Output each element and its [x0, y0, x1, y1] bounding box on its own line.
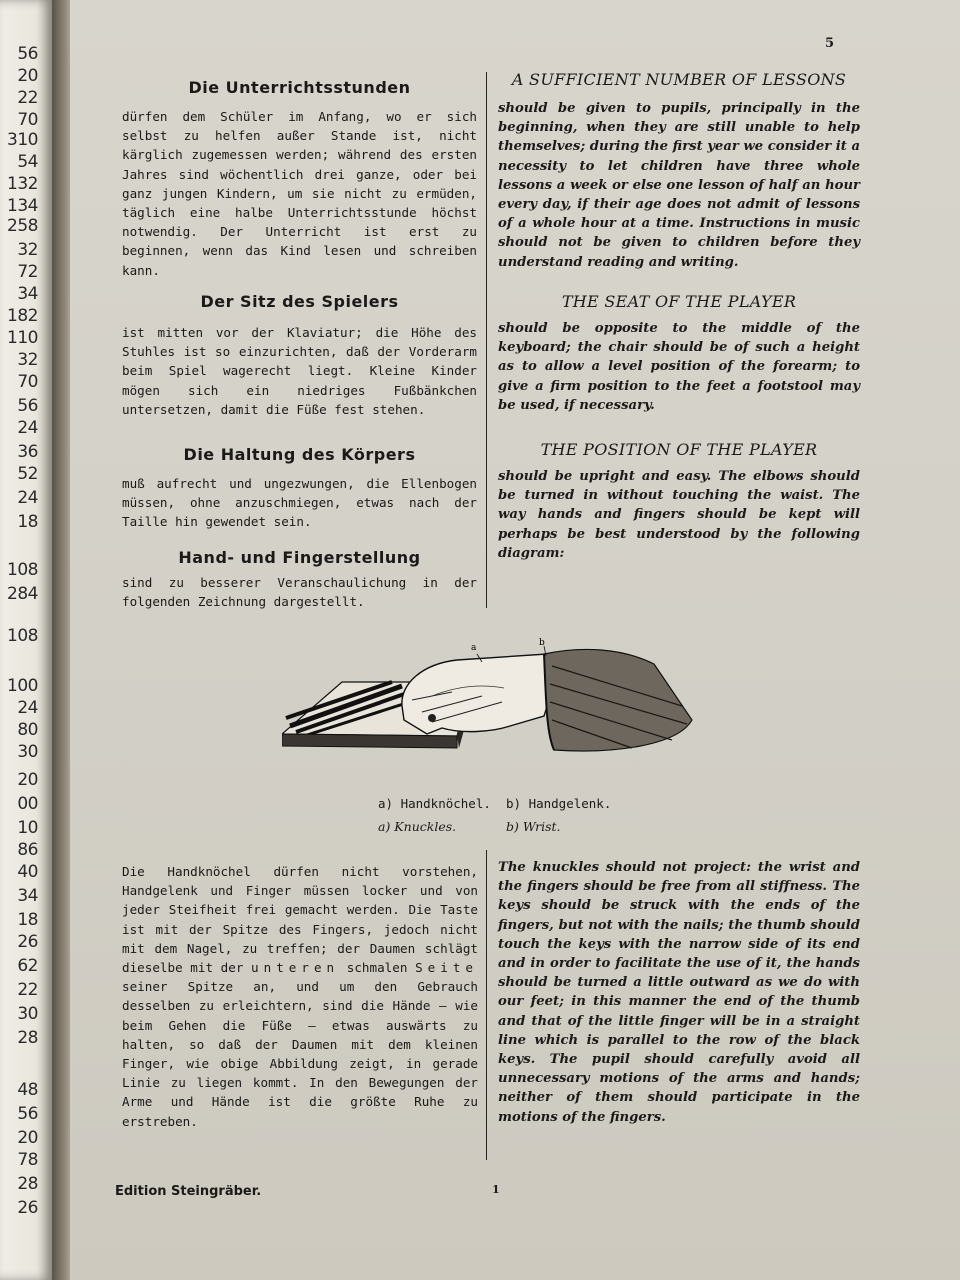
left-page-number: 54 — [17, 152, 38, 172]
text-en-seat: should be opposite to the middle of the keyboard; the chair should be of such a height as to allow a level position of the forearm; to give a firm position to the feet a footstool may be used, if necessary. — [498, 321, 860, 413]
column-divider-bottom — [486, 850, 487, 1160]
left-page-number: 56 — [17, 44, 38, 64]
seat-de — [122, 292, 477, 419]
left-page-number: 24 — [17, 488, 38, 508]
caption-de-wrist: b) Handgelenk. — [506, 796, 612, 811]
column-divider-top — [486, 72, 487, 608]
left-page-number: 80 — [17, 720, 38, 740]
text-en-position: should be upright and easy. The elbows should be turned in without touching the waist. The way hands and fingers should be kept will perhaps be best understood by the following diagram: — [498, 469, 860, 561]
label-a: a — [471, 643, 477, 653]
left-page-number: 182 — [7, 306, 38, 326]
label-b: b — [539, 638, 545, 648]
text-en-lessons: should be given to pupils, principally in the beginning, when they are still unable to help themselves; during the first year we consider it a necessity to let children have three whole lessons a week or else one lesson of half an hour every day, if their age does not admit of lessons of a whole hour at a time. Instructions in music should not be given to children before they understand reading and writing. — [498, 101, 860, 270]
bottom-text-de-part3: seiner Spitze an, und um den Gebrauch desselben zu erleichtern, sind die Hände — wie beim Gehen die Füße — etwas auswärts zu halten, so daß der Daumen mit dem kleinen Finger, wie obige Abbildung zeigt, in gerade Linie zu liegen kommt. In den Bewegungen der Arme und Hände ist die größte Ruhe zu erstreben. — [122, 979, 478, 1129]
heading-de-hand: Hand- und Fingerstellung — [178, 548, 421, 567]
lessons-en — [498, 70, 860, 272]
text-de-lessons: dürfen dem Schüler im Anfang, wo er sich selbst zu helfen außer Stande ist, nicht kärglich zugemessen werden; während des ersten Jahres sind wöchentlich drei ganze, oder bei ganz jungen Kindern, um sie nicht zu ermüden, täglich eine halbe Unterrichtsstunde höchst notwendig. Der Unterricht ist erst zu beginnen, wenn das Kind lesen und schreiben kann. — [122, 109, 477, 278]
left-page-number: 108 — [7, 560, 38, 580]
left-page-number: 18 — [17, 512, 38, 532]
book-page — [70, 0, 960, 1280]
left-page-number: 34 — [17, 886, 38, 906]
left-page-number: 40 — [17, 862, 38, 882]
left-page-number: 48 — [17, 1080, 38, 1100]
left-page-number: 62 — [17, 956, 38, 976]
left-page-number: 10 — [17, 818, 38, 838]
left-page-number: 78 — [17, 1150, 38, 1170]
left-page-number: 28 — [17, 1028, 38, 1048]
page-number: 5 — [825, 36, 835, 51]
left-page-number: 110 — [7, 328, 38, 348]
left-page-number: 22 — [17, 980, 38, 1000]
lessons-de — [122, 78, 477, 280]
left-page-number: 20 — [17, 1128, 38, 1148]
left-page-number: 24 — [17, 418, 38, 438]
left-page-number: 36 — [17, 442, 38, 462]
left-page-number: 70 — [17, 372, 38, 392]
bottom-text-de-part2: schmalen — [346, 960, 408, 976]
left-page-number: 132 — [7, 174, 38, 194]
left-page-number: 20 — [17, 770, 38, 790]
heading-de-lessons: Die Unterrichtsstunden — [188, 78, 411, 97]
heading-en-seat: THE SEAT OF THE PLAYER — [561, 292, 797, 311]
text-de-seat: ist mitten vor der Klaviatur; die Höhe des Stuhles ist so einzurichten, daß der Vorderarm beim Spiel wagerecht liegt. Kleine Kinder mögen sich ein niedriges Fußbänkchen untersetzen, damit die Füße fest stehen. — [122, 325, 477, 417]
hand-on-keyboard-illustration — [282, 636, 712, 766]
left-page-number: 56 — [17, 1104, 38, 1124]
seat-en — [498, 292, 860, 415]
left-page-number: 30 — [17, 742, 38, 762]
text-de-hand: sind zu besserer Veranschaulichung in der folgenden Zeichnung dargestellt. — [122, 575, 477, 610]
left-page-number: 284 — [7, 584, 38, 604]
left-page-number: 108 — [7, 626, 38, 646]
left-page-number: 20 — [17, 66, 38, 86]
hand-de — [122, 548, 477, 611]
left-page-number: 22 — [17, 88, 38, 108]
caption-en-knuckles: a) Knuckles. — [378, 819, 457, 834]
heading-de-position: Die Haltung des Körpers — [183, 445, 416, 464]
position-en — [498, 440, 860, 563]
left-page-number: 24 — [17, 698, 38, 718]
left-page-number: 52 — [17, 464, 38, 484]
publisher-footer: Edition Steingräber. — [115, 1184, 262, 1199]
left-page-number: 70 — [17, 110, 38, 130]
left-page-number: 134 — [7, 196, 38, 216]
heading-en-lessons: A SUFFICIENT NUMBER OF LESSONS — [511, 70, 847, 89]
hand-drawing — [402, 654, 550, 734]
bottom-text-de-spaced1: unteren — [251, 960, 340, 976]
position-de — [122, 445, 477, 532]
heading-en-position: THE POSITION OF THE PLAYER — [540, 440, 818, 459]
bottom-text-de — [122, 862, 478, 1131]
left-page-number: 30 — [17, 1004, 38, 1024]
left-page-number: 258 — [7, 216, 38, 236]
left-page-number: 28 — [17, 1174, 38, 1194]
bottom-text-de-part1: Die Handknöchel dürfen nicht vorstehen, Handgelenk und Finger müssen locker und von jeder Steifheit frei gemacht werden. Die Taste ist mit der Spitze des Fingers, jedoch nicht mit dem Nagel, zu treffen; der Daumen schlägt dieselbe mit der — [122, 864, 478, 976]
heading-de-seat: Der Sitz des Spielers — [200, 292, 399, 311]
bottom-text-de-spaced2: Seite — [415, 960, 478, 976]
caption-en-wrist: b) Wrist. — [506, 819, 561, 834]
left-page-number: 26 — [17, 1198, 38, 1218]
sleeve-drawing — [544, 649, 692, 751]
left-page-number: 86 — [17, 840, 38, 860]
footer-mark: 1 — [492, 1183, 500, 1196]
left-page-number: 310 — [7, 130, 38, 150]
left-page-number: 18 — [17, 910, 38, 930]
bottom-text-en: The knuckles should not project: the wrist and the fingers should be free from all stiffness. The keys should be struck with the ends of the fingers, but not with the nails; the thumb should touch the keys with the narrow side of its end and in order to facilitate the use of it, the hands should be turned a little outward as we do with our feet; in this manner the end of the thumb and that of the little finger will be in a straight line which is parallel to the row of the black keys. The pupil should carefully avoid all unnecessary motions of the arms and hands; neither of them should participate in the motions of the fingers. — [498, 860, 860, 1125]
left-page-number: 26 — [17, 932, 38, 952]
left-page-number: 100 — [7, 676, 38, 696]
text-de-position: muß aufrecht und ungezwungen, die Ellenbogen müssen, ohne anzuschmiegen, etwas nach der Taille hin gewendet sein. — [122, 476, 477, 530]
left-page-number: 56 — [17, 396, 38, 416]
left-page-number: 72 — [17, 262, 38, 282]
caption-de-knuckles: a) Handknöchel. — [378, 796, 491, 811]
left-page-number: 00 — [17, 794, 38, 814]
left-page-edge — [0, 0, 52, 1280]
left-page-number: 32 — [17, 350, 38, 370]
left-page-number: 32 — [17, 240, 38, 260]
left-page-number: 34 — [17, 284, 38, 304]
